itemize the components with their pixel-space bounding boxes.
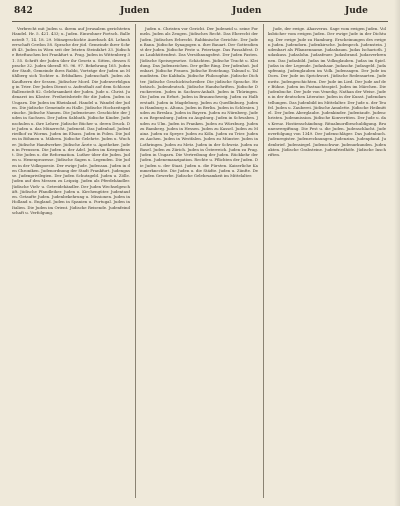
column-2-text: Juden u. Christen vor Gericht. Der Judeneid u. seine Formeln. Juden als Zeugen. Jüdisches Recht. Das Eherecht der Juden. Jüdisches Erbrecht. Rabbinische Gerichte. Der Juden Bann. Jüdische Synagogen u. ihre Bauart. Der Gottesdienst der Juden. Jüdische Feste u. Feiertage. Das Passahfest. Das Laubhüttenfest. Das Versöhnungsfest. Der Juden Fasten. Jüdische Speisegesetze. Schächten. Jüdische Tracht u. Kleidung. Das Judenzeichen. Der gelbe Ring. Der Judenhut. Judenbart. Jüdische Frauen. Jüdische Erziehung. Talmud u. Talmudisten. Die Kabbala. Jüdische Philosophie. Jüdische Dichter. Jüdische Geschichtschreiber. Die jüdische Sprache. Hebräisch. Judendeutsch. Jüdische Handschriften. Jüdische Druckereien. Juden in Sachsen-Anhalt. Juden in Thüringen. Die Juden zu Erfurt. Juden in Braunschweig. Juden zu Halberstadt. Juden in Magdeburg. Juden zu Quedlinburg. Juden in Hamburg u. Altona. Juden in Berlin. Juden in Schlesien. Juden zu Breslau. Juden in Bayern. Juden zu Nürnberg. Juden zu Regensburg. Juden zu Augsburg. Juden in Schwaben. Juden zu Ulm. Juden in Franken. Juden zu Würzburg. Juden zu Bamberg. Juden in Hessen. Juden zu Kassel. Juden zu Mainz. Juden zu Speyer. Juden zu Köln. Juden zu Trier. Juden zu Aachen. Juden in Westfalen. Juden zu Münster. Juden in Lothringen. Juden zu Metz. Juden in der Schweiz. Juden zu Basel. Juden zu Zürich. Juden in Österreich. Juden zu Prag. Juden in Ungarn. Die Vertreibung der Juden. Rückkehr der Juden. Judenemanzipation. Rechte u. Pflichten der Juden. Die Juden u. der Staat. Juden u. die Fürsten. Kaiserliche Kammerknechte. Die Juden u. die Städte. Juden u. Zünfte. Der Juden Gewerbe. Jüdische Gelehrsamkeit im Mittelalter. <box>140 26 258 178</box>
running-head-left: Juden <box>120 6 150 16</box>
text-column-2 <box>140 26 258 498</box>
column-1-text: Verbrecht mit Juden u. ihrem auf Jerusalem gerichteten Handel. Hr. 5. 421. 433; u. Juden. Einwohner Fortsch. Ballenstedt 7, 14. 18. 29. Münzgeschichte Auerbach 48. Lehnsherrschaft Cerdon 58. Sprache der jüd. Gemeinde ihrer Schrift 43. Juden in Wien seit der letzten Steinfahrt 33. Jüdische Brieftaschen bei Frankfurt u. Prag. Juden in Wittenberg 31. 55. Schrift der Juden über ihr Gesetz u. Sitten, dessen Sprache 32. Juden überall 95. 96. 97. Bekehrung 165. Juden der Stadt, Gemeinde ihres Rabbi, Vorträge der Juden an Mühlberg sich Tochter u. Erbbalken. Judenschaft. Juden als Kaufherrn der Sessen. Jüdischer Mord. Die Judenverfolgung in Trier. Der Juden Dienst u. Aufenthalt auf dem Schlosse Ballenstedt 82. Gelehrsamkeit der Juden. Jude u. Christ. Judenarzt im Kloster. Freiheitsbriefe für die Juden. Juden in Ungarn. Die Juden im Rheinland. Handel u. Wandel der Juden. Die jüdische Gemeinde zu Halle. Jüdische Hochzeitsgebräuche. Jüdische Namen. Die Judensteuer. Geschichte der Juden in Sachsen. Der Juden Sabbath. Jüdische Kinder. Judenschulen u. ihre Lehrer. Jüdische Bücher u. deren Druck. Die Juden u. das Münzrecht. Judeneid. Das Judenbad. Judenfriedhof zu Worms. Juden im Elsass. Juden in Polen. Die Juden in Böhmen u. Mähren. Jüdische Gelehrte. Juden u. Wucher. Jüdische Handwerker. Jüdische Ärzte u. Apotheker. Juden in Preussen. Die Juden u. der Adel. Juden im Kriegsdienst. Die Juden u. die Reformation. Luther über die Juden. Juden u. Hexenprozesse. Jüdische Sagen u. Legenden. Die Juden in der Volkspoesie. Der ewige Jude. Judensau. Juden in den Chroniken. Judenordnung der Stadt Frankfurt. Judengasse. Judenprivilegien. Der Juden Schutzgeld. Juden u. Zölle. Juden auf den Messen zu Leipzig. Juden als Pferdehändler. Jüdische Vieh- u. Getreidehändler. Der Juden Wechselgeschäft. Jüdische Pfandleiher. Juden u. Kirchengüter. Judentaufen. Getaufte Juden. Judenbekehrung u. Missionen. Juden in Holland u. England. Juden in Spanien u. Portugal. Juden in Italien. Die Juden im Orient. Jüdische Reisende. Judenfeindschaft u. Verfolgung. <box>12 26 130 215</box>
running-head-center: Juden <box>232 6 262 16</box>
running-head-right: Jude <box>345 6 368 16</box>
page-header <box>0 0 400 22</box>
page-fold-shadow <box>394 0 400 506</box>
column-3-text: Jude, der ewige. Ahasverus. Sage vom ewigen Juden. Volksbücher vom ewigen Juden. Der ewige Jude in der Dichtung. Der ewige Jude zu Hamburg. Erscheinungen des ewigen Juden. Judendorn. Judenkirsche. Judenpech. Judenstein. Judenbart als Pflanzenname. Judasbaum. Judas Ischarioth. Judaskuss. Judaslohn. Judasfeuer. Judasbrand. Judasverbrennen. Das Judasbild. Judas im Volksglauben. Judas im Spiel. Judas in der Legende. Judashaar. Judasohr. Judasgeld. Judaspfennig. Judenglauben im Volk. Judensagen. Der Jude im Dorn. Der Jude im Sprichwort. Jüdische Redensarten. Judenwitz. Judengeschichten. Der Jude im Lied. Der Jude auf der Bühne. Juden im Fastnachtsspiel. Juden im Märchen. Die Judenbuche. Der Jude von Venedig. Nathan der Weise. Juden in der deutschen Literatur. Juden in der Kunst. Judendarstellungen. Das Judenbild im Mittelalter. Der Jude u. der Teufel. Juden u. Zauberei. Jüdische Amulette. Jüdische Heilmittel. Der Juden Aberglaube. Judenkinder. Judentaufe. Judenchristen. Judenmission. Jüdische Konvertiten. Der Jude u. das Kreuz. Hostienschändung. Ritualmordbeschuldigung. Brunnenvergiftung. Die Pest u. die Juden. Judenschlacht. Judenverfolgung von 1349. Der Judenschläger. Das Judenbuch. Judenregister. Judenrechnungen. Judenzins. Judenpfand. Judenbrief. Judensiegel. Judenschwur. Judenurkunden. Judenakten. Jüdische Grabsteine. Judenfriedhöfe. Jüdische Inschriften. <box>268 26 386 157</box>
header-rule <box>12 21 388 22</box>
column-divider <box>135 24 136 498</box>
text-column-3 <box>268 26 386 498</box>
column-divider <box>263 24 264 498</box>
page-number: 842 <box>14 6 33 16</box>
text-column-1 <box>12 26 130 498</box>
